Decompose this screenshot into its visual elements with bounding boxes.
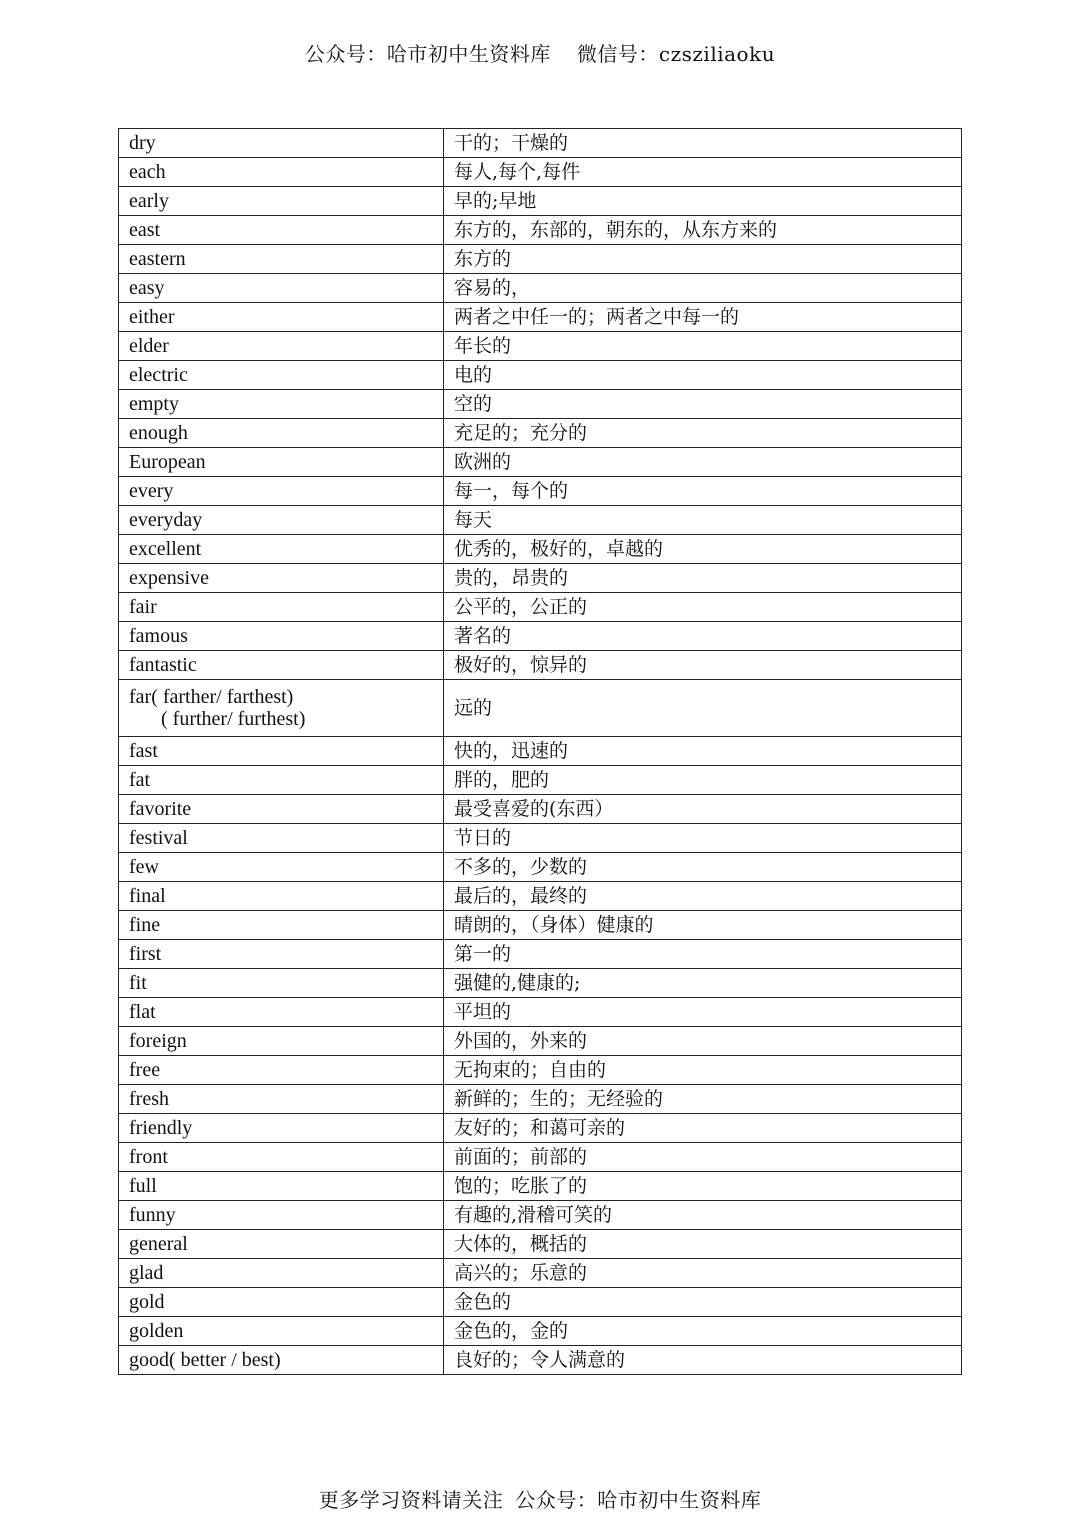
meaning-cell: 无拘束的；自由的 [444,1056,962,1085]
word-cell: every [119,477,444,506]
table-row [119,1027,962,1056]
footer-more-info: 更多学习资料请关注 [318,1488,504,1512]
meaning-cell: 两者之中任一的；两者之中每一的 [444,303,962,332]
table-row [119,187,962,216]
word-cell: easy [119,274,444,303]
table-row [119,1143,962,1172]
table-row [119,1085,962,1114]
word-cell: empty [119,390,444,419]
meaning-cell: 充足的；充分的 [444,419,962,448]
word-cell: friendly [119,1114,444,1143]
word-cell: fat [119,766,444,795]
meaning-cell: 前面的；前部的 [444,1143,962,1172]
word-cell: fantastic [119,651,444,680]
meaning-cell: 空的 [444,390,962,419]
meaning-cell: 有趣的,滑稽可笑的 [444,1201,962,1230]
meaning-cell: 友好的；和蔼可亲的 [444,1114,962,1143]
word-cell: fast [119,737,444,766]
meaning-cell: 强健的,健康的; [444,969,962,998]
meaning-cell: 公平的，公正的 [444,593,962,622]
meaning-cell: 节日的 [444,824,962,853]
meaning-cell: 快的，迅速的 [444,737,962,766]
table-row [119,824,962,853]
meaning-cell: 每一，每个的 [444,477,962,506]
table-row [119,940,962,969]
word-cell: flat [119,998,444,1027]
word-cell: gold [119,1288,444,1317]
word-cell: few [119,853,444,882]
table-row [119,737,962,766]
word-cell [119,680,444,737]
word-cell: excellent [119,535,444,564]
page-footer [0,1484,1080,1513]
meaning-cell: 极好的，惊异的 [444,651,962,680]
table-row [119,1230,962,1259]
word-cell: electric [119,361,444,390]
word-cell: dry [119,129,444,158]
meaning-cell: 著名的 [444,622,962,651]
word-cell: general [119,1230,444,1259]
word-cell: golden [119,1317,444,1346]
page-header [0,38,1080,67]
word-cell: full [119,1172,444,1201]
table-row [119,535,962,564]
table-row [119,448,962,477]
word-cell: European [119,448,444,477]
word-cell: famous [119,622,444,651]
meaning-cell: 胖的，肥的 [444,766,962,795]
meaning-cell: 高兴的；乐意的 [444,1259,962,1288]
meaning-cell: 新鲜的；生的；无经验的 [444,1085,962,1114]
footer-account: 公众号：哈市初中生资料库 [515,1488,762,1512]
table-row [119,129,962,158]
table-row [119,766,962,795]
meaning-cell: 东方的 [444,245,962,274]
table-row [119,998,962,1027]
meaning-cell: 第一的 [444,940,962,969]
table-row [119,477,962,506]
word-cell: festival [119,824,444,853]
table-row [119,1259,962,1288]
table-row [119,1114,962,1143]
word-cell: first [119,940,444,969]
meaning-cell: 大体的，概括的 [444,1230,962,1259]
word-cell: favorite [119,795,444,824]
table-row [119,622,962,651]
meaning-cell: 电的 [444,361,962,390]
meaning-cell: 容易的， [444,274,962,303]
table-row [119,564,962,593]
table-row [119,1317,962,1346]
word-cell: expensive [119,564,444,593]
word-cell: glad [119,1259,444,1288]
word-cell: final [119,882,444,911]
table-row [119,303,962,332]
word-text-line2: ( further/ furthest) [161,708,306,730]
word-cell: either [119,303,444,332]
table-row [119,245,962,274]
table-row [119,390,962,419]
meaning-cell: 干的；干燥的 [444,129,962,158]
table-row [119,419,962,448]
word-cell: good( better / best) [119,1346,444,1375]
word-cell: free [119,1056,444,1085]
meaning-cell: 金色的，金的 [444,1317,962,1346]
table-row [119,593,962,622]
table-row [119,1172,962,1201]
table-row [119,969,962,998]
word-cell: everyday [119,506,444,535]
word-cell: eastern [119,245,444,274]
header-account: 公众号：哈市初中生资料库 [304,42,551,66]
table-row [119,274,962,303]
meaning-cell: 优秀的，极好的，卓越的 [444,535,962,564]
word-cell: each [119,158,444,187]
vocabulary-table [118,128,962,1375]
meaning-cell: 饱的；吃胀了的 [444,1172,962,1201]
word-cell: elder [119,332,444,361]
table-row [119,361,962,390]
meaning-cell: 远的 [444,680,962,737]
word-cell: funny [119,1201,444,1230]
table-row [119,651,962,680]
table-row [119,795,962,824]
table-row [119,1056,962,1085]
table-row [119,1346,962,1375]
word-cell: front [119,1143,444,1172]
word-cell: fair [119,593,444,622]
table-row [119,158,962,187]
table-row [119,680,962,737]
meaning-cell: 最后的，最终的 [444,882,962,911]
word-cell: fit [119,969,444,998]
word-cell: fresh [119,1085,444,1114]
meaning-cell: 早的;早地 [444,187,962,216]
meaning-cell: 最受喜爱的(东西） [444,795,962,824]
meaning-cell: 平坦的 [444,998,962,1027]
table-row [119,506,962,535]
meaning-cell: 贵的，昂贵的 [444,564,962,593]
meaning-cell: 金色的 [444,1288,962,1317]
word-cell: fine [119,911,444,940]
vocabulary-table-body [119,129,962,1375]
meaning-cell: 不多的，少数的 [444,853,962,882]
table-row [119,882,962,911]
meaning-cell: 外国的，外来的 [444,1027,962,1056]
word-cell: enough [119,419,444,448]
table-row [119,216,962,245]
table-row [119,1288,962,1317]
meaning-cell: 年长的 [444,332,962,361]
meaning-cell: 东方的，东部的，朝东的，从东方来的 [444,216,962,245]
word-cell: east [119,216,444,245]
table-row [119,911,962,940]
word-cell: early [119,187,444,216]
header-wechat-id: 微信号：czsziliaoku [576,42,776,66]
meaning-cell: 欧洲的 [444,448,962,477]
table-row [119,1201,962,1230]
meaning-cell: 晴朗的，（身体）健康的 [444,911,962,940]
meaning-cell: 良好的；令人满意的 [444,1346,962,1375]
meaning-cell: 每天 [444,506,962,535]
word-cell: foreign [119,1027,444,1056]
word-text: far( farther/ farthest) [129,686,294,708]
meaning-cell: 每人,每个,每件 [444,158,962,187]
table-row [119,332,962,361]
table-row [119,853,962,882]
